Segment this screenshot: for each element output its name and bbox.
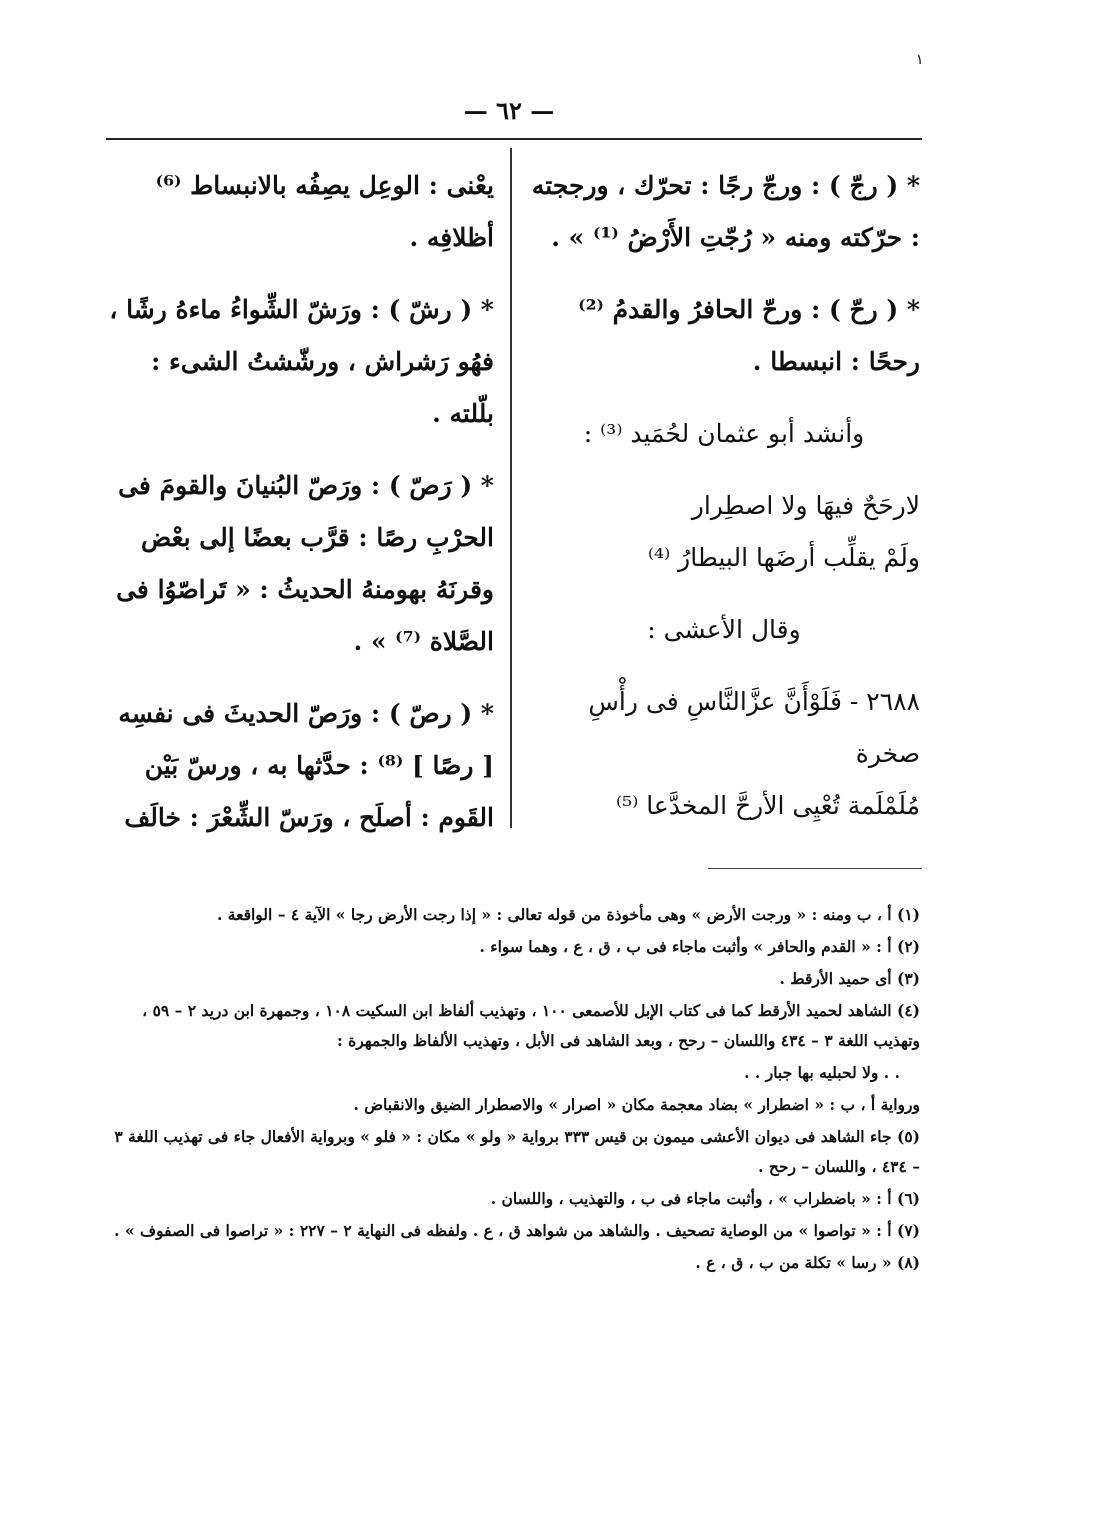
footnote: (٧) أ : « تواصوا » من الوصاية تصحيف . والشاهد من شواهد ق ، ع . ولفظه فى النهاية ٢ – ٢٢٧ : « تراصوا فى الصفوف » . xyxy=(114,1221,920,1240)
footnotes xyxy=(104,900,920,1280)
footnote: (٥) جاء الشاهد فى ديوان الأعشى ميمون بن قيس ٣٣٣ برواية « ولو » مكان : « فلو » وبرواية الأفعال جاء فى تهذيب اللغة ٣ – ٤٣٤ ، واللسان – رحح . xyxy=(114,1127,920,1176)
footnote: (٦) أ : « باضطراب » ، وأثبت ماجاء فى ب ، والتهذيب ، واللسان . xyxy=(490,1189,920,1208)
footnote: (٢) أ : « القدم والحافر » وأثبت ماجاء فى ب ، ق ، ع ، وهما سواء . xyxy=(479,937,920,956)
entry-rass-2: * ( رصّ ) : ورَصّ الحديثَ فى نفسِه [ رصًا ] ⁽⁸⁾ : حدَّثها به ، ورسّ بَيْن القَوم : أصلَح ، ورَسّ الشِّعْرَ : خالَف xyxy=(118,699,494,832)
page-number: — ٦٢ — xyxy=(463,96,555,125)
footnote: (٤) الشاهد لحميد الأرقط كما فى كتاب الإبل للأصمعى ١٠٠ ، وتهذيب ألفاظ ابن السكيت ١٠٨ ، وجمهرة ابن دريد ٢ – ٥٩ ، وتهذيب اللغة ٣ – ٤٣٤ واللسان – رحح ، وبعد الشاهد فى الأبل ، وتهذيب الألفاظ والجمهرة : xyxy=(142,1001,920,1050)
entry-rashsh: * ( رشّ ) : ورَشّ الشِّواءُ ماءهُ رشًا ، فهُو رَشراش ، ورشّشتُ الشىء : بلّلته . xyxy=(109,295,494,428)
page-corner-mark: ١ xyxy=(916,52,924,68)
verse-line: لارحَحٌ فيهَا ولا اصطِرار xyxy=(691,491,920,520)
entry-rajj: * ( رجّ ) : ورجّ رجًا : تحرّك ، ورججته : حرّكته ومنه « رُجّتِ الأَرْضُ ⁽¹⁾ » . xyxy=(531,171,920,252)
verse-asha xyxy=(528,676,920,832)
right-column xyxy=(528,160,920,852)
footnote: ورواية أ ، ب : « اضطرار » بضاد معجمة مكان « اصرار » والاصطرار الضيق والانقباض . xyxy=(353,1095,920,1114)
footnote-verse: . . ولا لحبليه بها جبار . . xyxy=(744,1063,900,1082)
column-divider xyxy=(510,148,512,828)
footnote-rule xyxy=(708,868,922,869)
footnote: (٣) أى حميد الأرقط . xyxy=(779,969,920,988)
footnote: (٨) « رسا » تكلة من ب ، ق ، ع . xyxy=(695,1253,920,1272)
verse-line: مُلَمْلَمة تُعْيِى الأرحَّ المخدَّعا ⁽⁵⁾ xyxy=(616,791,920,820)
verse-intro-asha: وقال الأعشى : xyxy=(647,615,801,644)
entry-continuation: يعْنى : الوعِل يصِفُه بالانبساط ⁽⁶⁾ أظلافِه . xyxy=(155,171,494,252)
verse-line: ولَمْ يقلِّب أرضَها البيطارُ ⁽⁴⁾ xyxy=(647,543,920,572)
entry-rahh: * ( رحّ ) : ورحّ الحافرُ والقدمُ ⁽²⁾ رححًا : انبسطا . xyxy=(578,295,920,376)
header-rule xyxy=(106,138,922,140)
entry-rass: * ( رَصّ ) : ورَصّ البُنيانَ والقومَ فى الحرْبِ رصًا : قرَّب بعضًا إلى بعْض وقرنَهُ بهومنهُ الحديثُ : « تَراصّوُا فى الصَّلاة ⁽⁷⁾ » . xyxy=(116,471,494,656)
left-column xyxy=(102,160,494,864)
footnote: (١) أ ، ب ومنه : « ورجت الأرض » وهى مأخوذة من قوله تعالى : « إذا رجت الأرض رجا » الآية ٤ – الواقعة . xyxy=(217,905,920,924)
verse-humaid xyxy=(528,480,920,584)
verse-intro: وأنشد أبو عثمان لحُمَيد ⁽³⁾ : xyxy=(583,419,865,448)
verse-line: ٢٦٨٨ - فَلَوْأَنَّ عزَّالنَّاسِ فى رأْسِ صخرة xyxy=(588,687,920,768)
